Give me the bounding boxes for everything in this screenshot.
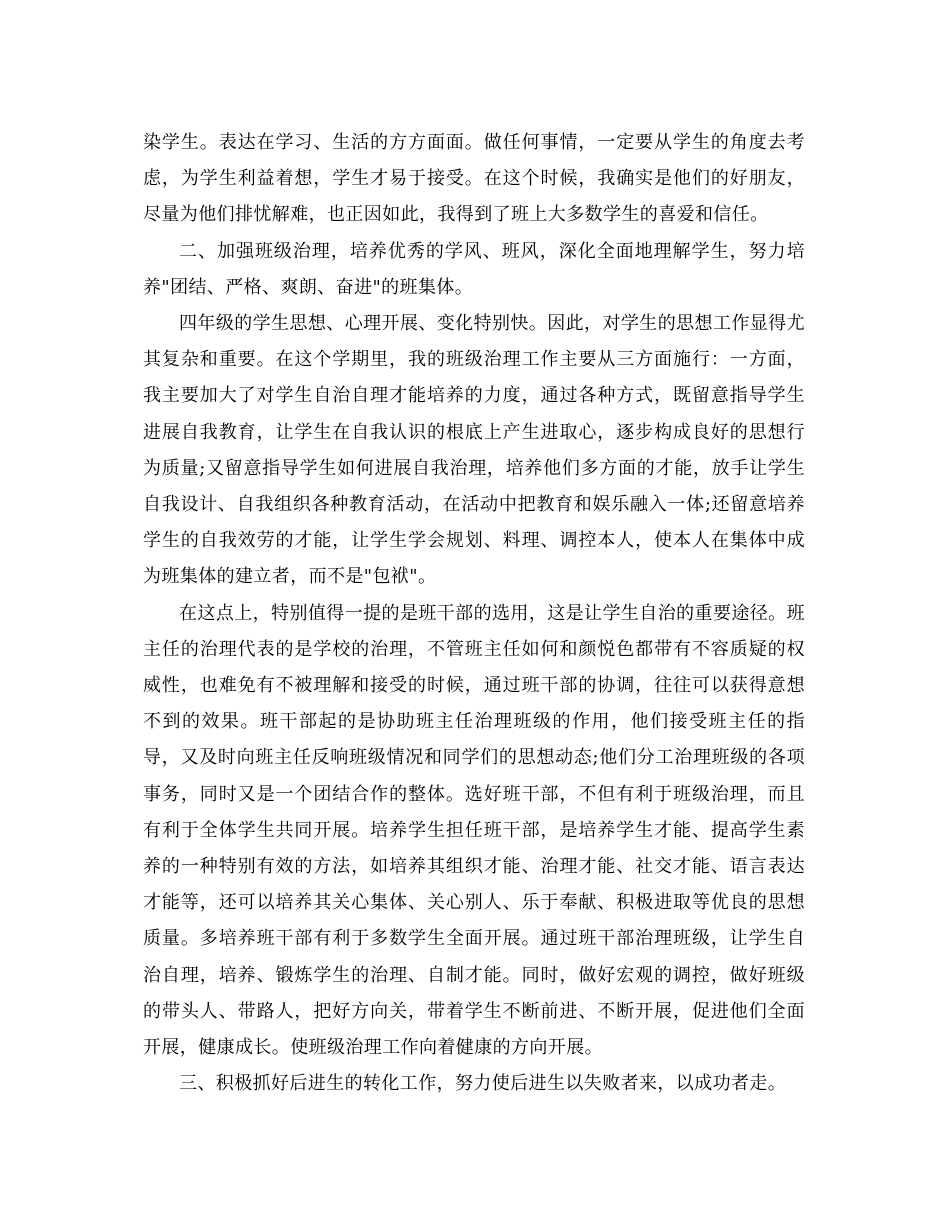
paragraph-class-management: 四年级的学生思想、心理开展、变化特别快。因此，对学生的思想工作显得尤其复杂和重要。在这个学期里，我的班级治理工作主要从三方面施行：一方面，我主要加大了对学生自治自理才能培养的力度，通过各种方式，既留意指导学生进展自我教育，让学生在自我认识的根底上产生进取心，逐步构成良好的思想行为质量;又留意指导学生如何进展自我治理，培养他们多方面的才能，放手让学生自我设计、自我组织各种教育活动，在活动中把教育和娱乐融入一体;还留意培养学生的自我效劳的才能，让学生学会规划、料理、调控本人，使本人在集体中成为班集体的建立者，而不是"包袱"。 bbox=[143, 313, 805, 588]
paragraph-section-two-heading: 二、加强班级治理，培养优秀的学风、班风，深化全面地理解学生，努力培养"团结、严格、爽朗、奋进"的班集体。 bbox=[143, 240, 805, 298]
paragraph-continued: 染学生。表达在学习、生活的方方面面。做任何事情，一定要从学生的角度去考虑，为学生利益着想，学生才易于接受。在这个时候，我确实是他们的好朋友，尽量为他们排忧解难，也正因如此，我得到了班上大多数学生的喜爱和信任。 bbox=[143, 132, 805, 226]
paragraph-class-cadres: 在这点上，特别值得一提的是班干部的选用，这是让学生自治的重要途径。班主任的治理代表的是学校的治理，不管班主任如何和颜悦色都带有不容质疑的权威性，也难免有不被理解和接受的时候，通过班干部的协调，往往可以获得意想不到的效果。班干部起的是协助班主任治理班级的作用，他们接受班主任的指导，又及时向班主任反响班级情况和同学们的思想动态;他们分工治理班级的各项事务，同时又是一个团结合作的整体。选好班干部，不但有利于班级治理，而且有利于全体学生共同开展。培养学生担任班干部，是培养学生才能、提高学生素养的一种特别有效的方法，如培养其组织才能、治理才能、社交才能、语言表达才能等，还可以培养其关心集体、关心别人、乐于奉献、积极进取等优良的思想质量。多培养班干部有利于多数学生全面开展。通过班干部治理班级，让学生自治自理，培养、锻炼学生的治理、自制才能。同时，做好宏观的调控，做好班级的带头人、带路人，把好方向关，带着学生不断前进、不断开展，促进他们全面开展，健康成长。使班级治理工作向着健康的方向开展。 bbox=[143, 602, 805, 1059]
paragraph-section-three-heading: 三、积极抓好后进生的转化工作，努力使后进生以失败者来，以成功者走。 bbox=[179, 1073, 787, 1095]
document-body bbox=[143, 125, 805, 1102]
